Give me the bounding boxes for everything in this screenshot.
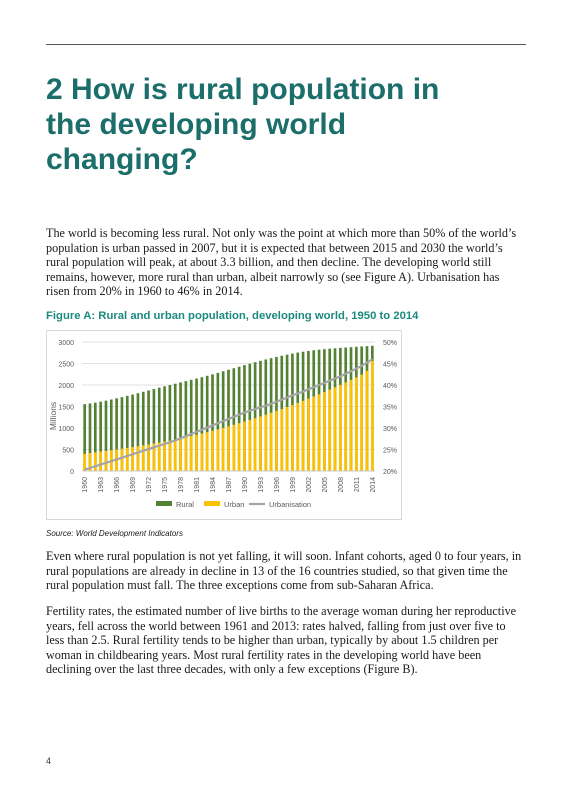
y-tick-label-right: 30% xyxy=(383,426,398,433)
x-tick-label: 1978 xyxy=(178,477,186,493)
y-tick-label-right: 35% xyxy=(383,404,398,412)
figure-title: Figure A: Rural and urban population, developing world, 1950 to 2014 xyxy=(46,310,419,322)
urban-bar xyxy=(264,415,267,471)
y-tick-label-left: 1500 xyxy=(58,404,74,412)
urban-bar xyxy=(339,385,342,471)
x-tick-label: 2014 xyxy=(369,477,377,493)
urban-bar xyxy=(291,405,294,471)
urban-bar xyxy=(350,380,353,471)
urban-bar xyxy=(232,425,235,471)
urban-bar xyxy=(105,451,108,471)
urban-bar xyxy=(259,416,262,471)
y-tick-label-right: 25% xyxy=(383,447,398,455)
page-title: 2 How is rural population in the developing world changing? xyxy=(46,73,440,176)
x-tick-label: 1990 xyxy=(241,477,249,493)
legend-label-urban: Urban xyxy=(224,500,245,509)
urban-bar xyxy=(307,399,310,471)
urban-bar xyxy=(137,446,140,471)
urban-bar xyxy=(142,445,145,471)
urban-bar xyxy=(334,387,337,471)
urban-bar xyxy=(275,411,278,471)
urban-bar xyxy=(328,390,331,471)
y-tick-label-left: 500 xyxy=(62,447,74,455)
urban-bar xyxy=(222,428,225,471)
population-chart xyxy=(46,330,402,520)
y-axis-label: Millions xyxy=(48,401,58,431)
y-tick-label-right: 50% xyxy=(383,340,398,347)
legend-label-rural: Rural xyxy=(176,500,194,509)
x-tick-label: 1963 xyxy=(98,477,106,493)
urban-bar xyxy=(286,407,289,471)
body-paragraph-2: Even where rural population is not yet falling, it will soon. Infant cohorts, aged 0 to four years, in rural populations are already in decline in 13 of the 16 countries studied, so that given time the rural population must fall. The three exceptions come from sub-Saharan Africa. xyxy=(46,549,522,593)
urban-bar xyxy=(185,437,188,471)
y-tick-label-left: 2000 xyxy=(58,383,74,390)
figure-source: Source: World Development Indicators xyxy=(46,529,183,538)
x-tick-label: 1960 xyxy=(82,477,90,493)
intro-paragraph: The world is becoming less rural. Not only was the point at which more than 50% of the world’s population is urban passed in 2007, but it is expected that between 2015 and 2030 the world’s rural population will peak, at about 3.3 billion, and then decline. The developing world still remains, however, more rural than urban, albeit narrowly so (see Figure A). Urbanisation has risen from 20% in 1960 to 46% in 2014. xyxy=(46,226,517,299)
urban-bar xyxy=(344,382,347,471)
urban-bar xyxy=(302,401,305,471)
urban-bar xyxy=(206,432,209,471)
urban-bar xyxy=(227,426,230,471)
urban-bar xyxy=(312,396,315,471)
x-tick-label: 1999 xyxy=(289,477,297,493)
urban-bar xyxy=(280,409,283,471)
urban-bar xyxy=(131,447,134,471)
y-tick-label-right: 45% xyxy=(383,361,398,369)
x-tick-label: 1972 xyxy=(146,477,154,493)
x-tick-label: 1969 xyxy=(130,477,138,493)
legend-swatch-urban xyxy=(204,501,220,506)
urban-bar xyxy=(254,418,257,471)
x-tick-label: 1981 xyxy=(194,477,202,493)
x-tick-label: 2008 xyxy=(337,477,345,493)
x-tick-label: 2011 xyxy=(353,477,361,493)
page-number: 4 xyxy=(46,756,52,766)
urban-bar xyxy=(366,371,369,471)
urban-bar xyxy=(169,441,172,471)
urban-bar xyxy=(179,438,182,471)
legend xyxy=(156,500,311,509)
urban-bar xyxy=(94,452,97,471)
urban-bar xyxy=(360,375,363,471)
x-tick-label: 1984 xyxy=(210,477,218,493)
urban-bar xyxy=(126,448,129,471)
urban-bar xyxy=(211,431,214,471)
x-tick-label: 2005 xyxy=(321,477,329,493)
urban-bar xyxy=(323,392,326,471)
urban-bar xyxy=(195,435,198,471)
y-tick-label-left: 2500 xyxy=(58,361,74,369)
x-tick-label: 1966 xyxy=(114,477,122,493)
body-paragraph-3: Fertility rates, the estimated number of live births to the average woman during her reproductive years, fell across the world between 1961 and 2013: rates halved, falling from just over five to less than 2.5. Rural fertility tends to be higher than urban, typically by about 1.5 children per woman in childbearing years. Most rural fertility rates in the developing world have been declining over the last three decades, with only a few exceptions (Figure B). xyxy=(46,604,517,677)
y-tick-label-left: 3000 xyxy=(58,340,74,347)
urban-bar xyxy=(163,442,166,471)
x-tick-label: 2002 xyxy=(305,477,313,493)
urban-bar xyxy=(121,449,124,471)
urban-bar xyxy=(318,394,321,471)
urban-bar xyxy=(99,452,102,471)
x-tick-label: 1996 xyxy=(273,477,281,493)
urban-bar xyxy=(174,439,177,471)
urban-bar xyxy=(217,429,220,471)
y-tick-label-right: 20% xyxy=(383,469,398,476)
urban-bar xyxy=(248,420,251,471)
urban-bar xyxy=(243,422,246,471)
header-rule xyxy=(46,44,526,45)
urban-bar xyxy=(371,361,374,471)
x-tick-label: 1993 xyxy=(257,477,265,493)
urban-bar xyxy=(201,433,204,471)
x-tick-label: 1987 xyxy=(226,477,233,493)
urban-bar xyxy=(296,403,299,471)
y-tick-label-right: 40% xyxy=(383,383,398,390)
urban-bar xyxy=(238,423,241,471)
y-tick-label-left: 1000 xyxy=(58,426,74,433)
y-tick-label-left: 0 xyxy=(70,469,74,476)
urban-bar xyxy=(270,413,273,471)
urban-bar xyxy=(190,436,193,471)
legend-swatch-rural xyxy=(156,501,172,506)
urban-bar xyxy=(355,377,358,471)
legend-label-urbanisation: Urbanisation xyxy=(269,500,312,509)
x-tick-label: 1975 xyxy=(162,477,170,493)
